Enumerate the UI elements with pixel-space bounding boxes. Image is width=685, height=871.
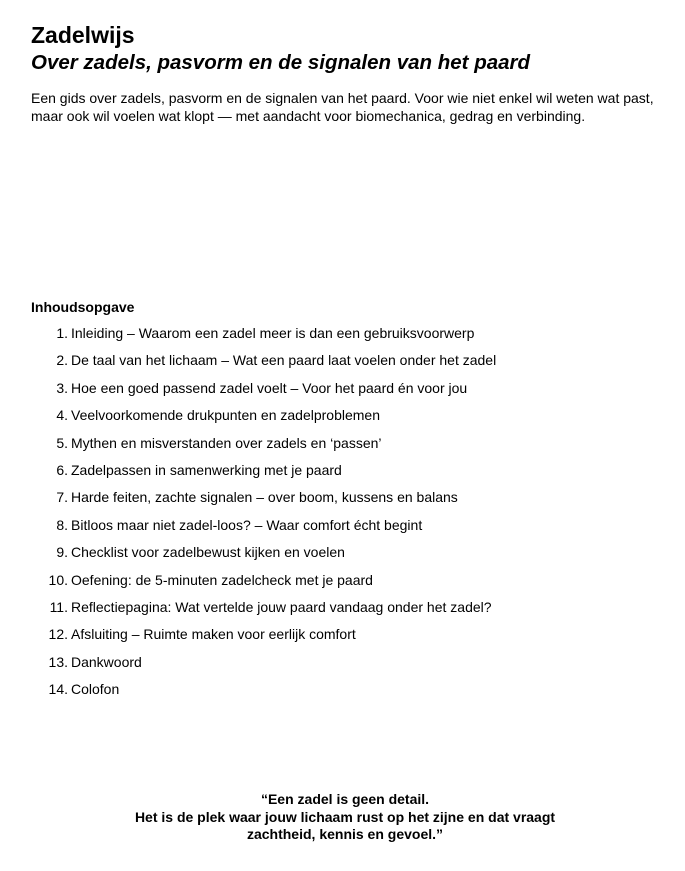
toc-item-label: Veelvoorkomende drukpunten en zadelproblemen: [71, 407, 380, 424]
toc-item[interactable]: [31, 461, 496, 488]
toc-item[interactable]: [31, 351, 496, 378]
quote-line: Het is de plek waar jouw lichaam rust op het zijne en dat vraagt: [134, 808, 556, 825]
toc-item-label: Checklist voor zadelbewust kijken en voelen: [71, 544, 345, 561]
toc-heading: Inhoudsopgave: [31, 299, 135, 315]
toc-item-number: 11.: [49, 598, 68, 615]
toc-item-number: 4.: [56, 407, 68, 424]
toc-item-number: 5.: [56, 434, 68, 451]
toc-item-number: 7.: [56, 489, 68, 506]
toc-item-number: 14.: [48, 681, 68, 698]
toc-item-number: 1.: [56, 325, 68, 341]
toc-item-label: De taal van het lichaam – Wat een paard laat voelen onder het zadel: [71, 352, 497, 369]
quote-line: zachtheid, kennis en gevoel.”: [246, 826, 444, 842]
quote-line: “Een zadel is geen detail.: [260, 791, 430, 807]
toc-item-label: Afsluiting – Ruimte maken voor eerlijk comfort: [71, 626, 356, 643]
toc-item-number: 10.: [48, 571, 68, 588]
toc-item-number: 8.: [56, 516, 68, 533]
toc-item[interactable]: [31, 680, 496, 707]
toc-item[interactable]: [31, 324, 496, 351]
table-of-contents: [31, 324, 496, 707]
toc-item[interactable]: [31, 434, 496, 461]
intro-paragraph: Een gids over zadels, pasvorm en de signalen van het paard. Voor wie niet enkel wil weten wat past, maar ook wil voelen wat klopt — met aandacht voor biomechanica, gedrag en verbinding.: [31, 90, 654, 124]
toc-item-label: Colofon: [71, 681, 120, 698]
document-title: Zadelwijs: [31, 22, 135, 48]
toc-item-number: 2.: [56, 352, 68, 369]
toc-item-label: Oefening: de 5-minuten zadelcheck met je paard: [71, 571, 373, 588]
toc-item-label: Zadelpassen in samenwerking met je paard: [71, 461, 342, 478]
toc-item-number: 3.: [56, 379, 68, 396]
toc-item-label: Dankwoord: [71, 653, 142, 670]
toc-item[interactable]: [31, 598, 496, 625]
toc-item-label: Hoe een goed passend zadel voelt – Voor het paard én voor jou: [71, 379, 468, 396]
document-subtitle: Over zadels, pasvorm en de signalen van het paard: [31, 51, 531, 74]
toc-item-number: 12.: [48, 626, 68, 643]
toc-item-number: 9.: [56, 544, 68, 561]
toc-item-label: Bitloos maar niet zadel-loos? – Waar comfort écht begint: [71, 516, 423, 533]
toc-item[interactable]: [31, 625, 496, 652]
toc-item[interactable]: [31, 543, 496, 570]
toc-item-label: Reflectiepagina: Wat vertelde jouw paard vandaag onder het zadel?: [71, 598, 492, 615]
toc-item[interactable]: [31, 379, 496, 406]
toc-item[interactable]: [31, 406, 496, 433]
toc-item[interactable]: [31, 516, 496, 543]
toc-item-label: Harde feiten, zachte signalen – over boom, kussens en balans: [71, 489, 458, 506]
toc-item[interactable]: [31, 488, 496, 515]
closing-quote: [0, 791, 685, 844]
toc-item-number: 6.: [56, 461, 68, 478]
toc-item[interactable]: [31, 653, 496, 680]
toc-item[interactable]: [31, 571, 496, 598]
toc-item-number: 13.: [48, 653, 68, 670]
toc-item-label: Inleiding – Waarom een zadel meer is dan een gebruiksvoorwerp: [71, 325, 475, 341]
toc-item-label: Mythen en misverstanden over zadels en ‘passen’: [71, 434, 382, 451]
